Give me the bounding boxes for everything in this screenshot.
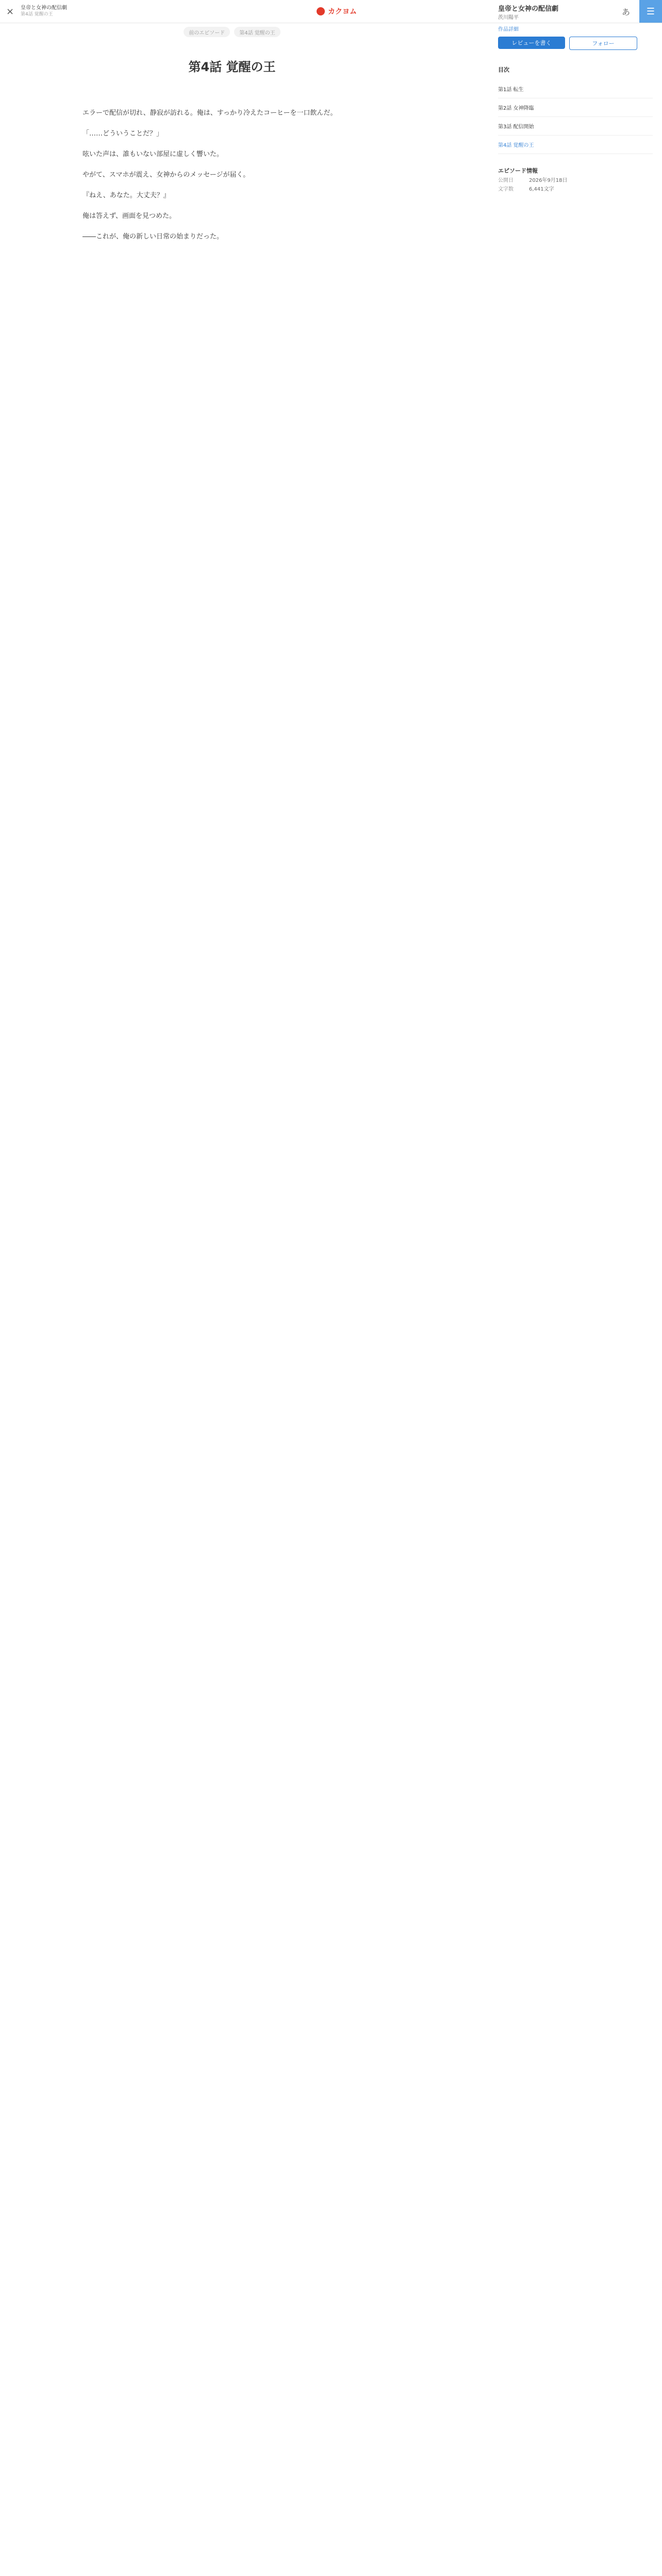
info-key: 文字数 [498, 187, 514, 192]
sidebar-buttons [498, 37, 653, 50]
work-details-link[interactable]: 作品詳細 [498, 27, 519, 32]
paragraph: やがて、スマホが震え、女神からのメッセージが届く。 [82, 171, 250, 179]
toc-list [498, 80, 653, 154]
sidebar-author[interactable]: 茨川陽平 [498, 15, 519, 21]
sidebar [498, 3, 653, 193]
brand-icon [317, 7, 325, 15]
menu-icon: ☰ [646, 6, 655, 17]
sidebar-title[interactable]: 皇帝と女神の配信劇 [498, 5, 559, 13]
info-value: 6,441文字 [529, 187, 554, 192]
paragraph: エラーで配信が切れ、静寂が訪れる。俺は、すっかり冷えたコーヒーを一口飲んだ。 [82, 109, 337, 117]
episode-nav [0, 27, 464, 37]
episode-info [498, 166, 653, 192]
paragraph: 「……どういうことだ？」 [82, 130, 163, 138]
info-row [498, 176, 653, 183]
paragraph: 『ねえ、あなた。大丈夫？』 [82, 192, 170, 199]
paragraph: 俺は答えず、画面を見つめた。 [82, 212, 176, 220]
toc-item[interactable]: 第3話 配信開始 [498, 117, 653, 135]
series-title: 皇帝と女神の配信劇 [21, 5, 67, 11]
episode-subtitle: 第4話 覚醒の王 [21, 12, 53, 17]
info-key: 公開日 [498, 178, 514, 183]
follow-button[interactable]: フォロー [569, 37, 637, 50]
info-row [498, 184, 653, 192]
review-button[interactable]: レビューを書く [498, 37, 565, 49]
info-value: 2026年9月18日 [529, 178, 568, 183]
page-title: 第4話 覚醒の王 [188, 60, 276, 74]
brand-logo[interactable] [317, 6, 357, 16]
toc-title: 目次 [498, 66, 509, 73]
paragraph: ――これが、俺の新しい日常の始まりだった。 [82, 233, 224, 241]
close-icon[interactable]: × [6, 6, 14, 17]
current-episode-label: 第4話 覚醒の王 [234, 27, 280, 37]
toc-item[interactable]: 第1話 転生 [498, 80, 653, 98]
prev-episode-link[interactable]: 前のエピソード [184, 27, 230, 37]
font-size-icon[interactable]: あ [621, 7, 630, 17]
episode-body [82, 108, 382, 252]
paragraph: 呟いた声は、誰もいない部屋に虚しく響いた。 [82, 150, 224, 158]
toc-item[interactable]: 第2話 女神降臨 [498, 98, 653, 117]
toc-item-current[interactable]: 第4話 覚醒の王 [498, 135, 653, 154]
brand-text: カクヨム [328, 8, 357, 16]
series-meta [21, 5, 67, 18]
episode-info-title: エピソード情報 [498, 167, 538, 174]
